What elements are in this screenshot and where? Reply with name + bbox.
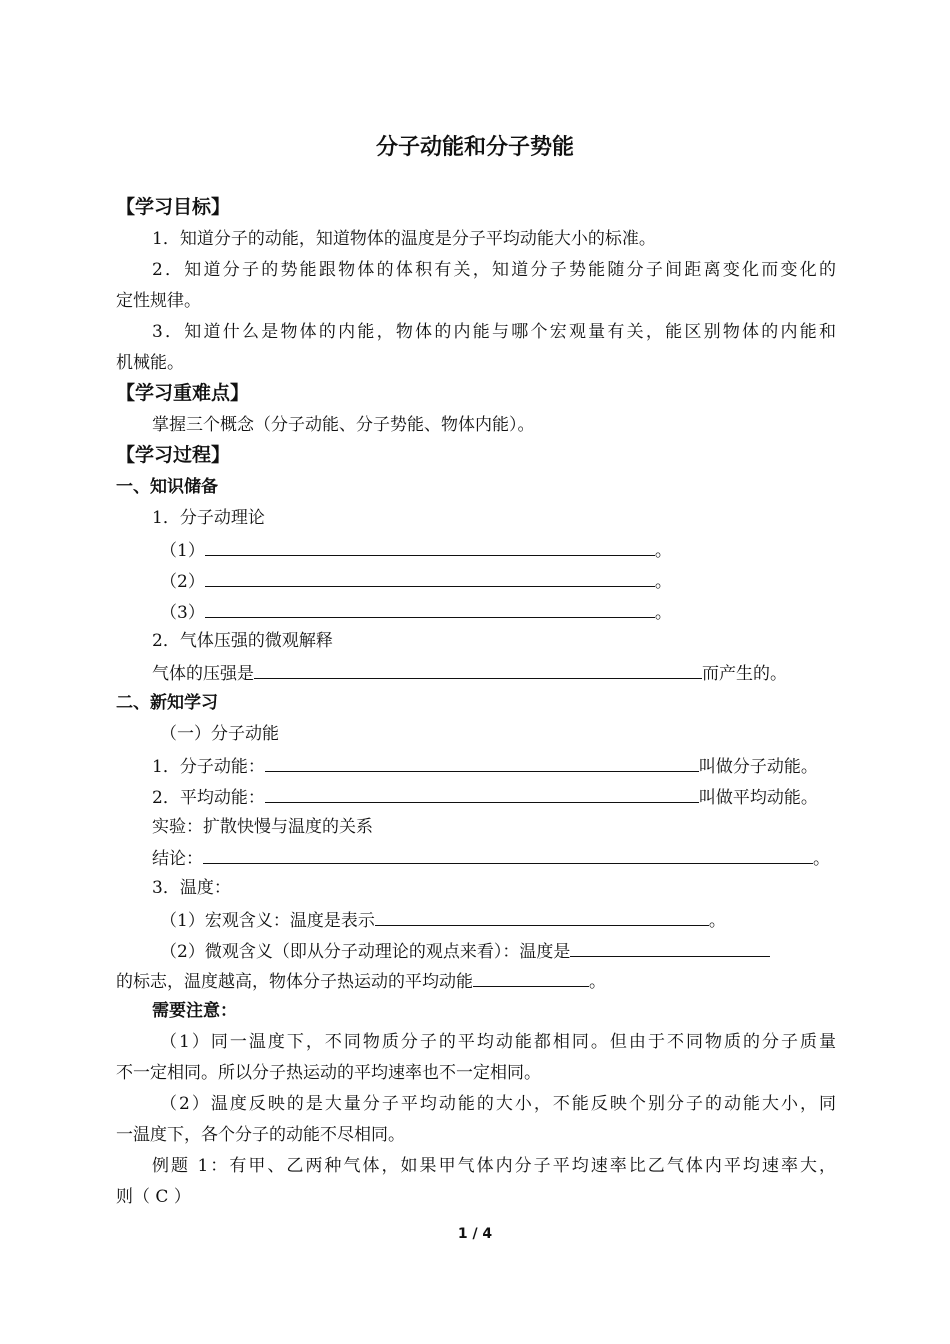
section-heading-process: 【学习过程】 [116, 444, 231, 466]
temperature-micro-cont-text: 的标志，温度越高，物体分子热运动的平均动能 [116, 972, 473, 992]
period: 。 [654, 541, 672, 561]
pressure-suffix: 而产生的。 [702, 664, 787, 684]
part-heading-new: 二、新知学习 [116, 693, 218, 713]
section-heading-goals: 【学习目标】 [116, 196, 231, 218]
kinetic-theory-sub-1 [160, 538, 836, 562]
average-energy-prefix: 2．平均动能： [152, 788, 265, 808]
part-heading-knowledge: 一、知识储备 [116, 477, 218, 497]
period: 。 [654, 603, 672, 623]
note-1-line-1: （1）同一温度下，不同物质分子的平均动能都相同。但由于不同物质的分子质量 [160, 1032, 836, 1052]
average-energy-line [152, 785, 836, 809]
goal-item-2-line-2: 定性规律。 [116, 291, 201, 311]
conclusion-line [152, 846, 836, 870]
temperature-macro-line [160, 908, 836, 932]
conclusion-blank[interactable] [203, 846, 813, 864]
period: 。 [813, 849, 830, 869]
note-2-line-2: 一温度下，各个分子的动能不尽相同。 [116, 1125, 405, 1145]
note-2-line-1: （2）温度反映的是大量分子平均动能的大小，不能反映个别分子的动能大小，同 [160, 1094, 836, 1114]
experiment-line: 实验：扩散快慢与温度的关系 [152, 817, 373, 837]
average-energy-suffix: 叫做平均动能。 [698, 788, 818, 808]
temperature-item: 3．温度： [152, 878, 231, 898]
answer-blank-2[interactable] [205, 569, 655, 587]
page-title: 分子动能和分子势能 [375, 135, 574, 160]
kinetic-energy-blank[interactable] [265, 754, 699, 772]
answer-blank-1[interactable] [205, 538, 655, 556]
answer-blank-3[interactable] [205, 600, 655, 618]
keys-text: 掌握三个概念（分子动能、分子势能、物体内能）。 [152, 415, 535, 435]
temperature-macro-blank[interactable] [375, 908, 709, 926]
temperature-average-blank[interactable] [473, 969, 589, 987]
sub-label-1: （1） [160, 541, 205, 561]
example-1-line-2: 则（ C ） [116, 1187, 191, 1207]
note-title: 需要注意： [152, 1001, 237, 1021]
goal-item-2-line-1: 2．知道分子的势能跟物体的体积有关，知道分子势能随分子间距离变化而变化的 [152, 260, 836, 280]
sub-heading-kinetic: （一）分子动能 [160, 724, 279, 744]
sub-label-3: （3） [160, 603, 205, 623]
kinetic-theory-sub-2 [160, 569, 836, 593]
temperature-micro-line [160, 939, 836, 963]
temperature-macro-prefix: （1）宏观含义：温度是表示 [160, 911, 375, 931]
kinetic-theory-item: 1．分子动理论 [152, 508, 265, 528]
pressure-blank[interactable] [254, 661, 702, 679]
pressure-item: 2．气体压强的微观解释 [152, 631, 333, 651]
temperature-micro-blank[interactable] [570, 939, 770, 957]
pressure-prefix: 气体的压强是 [152, 664, 254, 684]
average-energy-blank[interactable] [265, 785, 699, 803]
note-1-line-2: 不一定相同。所以分子热运动的平均速率也不一定相同。 [116, 1063, 541, 1083]
sub-label-2: （2） [160, 572, 205, 592]
goal-item-1: 1．知道分子的动能，知道物体的温度是分子平均动能大小的标准。 [152, 229, 656, 249]
kinetic-energy-prefix: 1．分子动能： [152, 757, 265, 777]
example-1-line-1: 例题 1：有甲、乙两种气体，如果甲气体内分子平均速率比乙气体内平均速率大， [152, 1156, 836, 1176]
kinetic-energy-suffix: 叫做分子动能。 [698, 757, 818, 777]
page-number: 1 / 4 [457, 1226, 493, 1242]
period: 。 [654, 572, 672, 592]
pressure-line [152, 661, 836, 685]
period: 。 [589, 972, 606, 992]
kinetic-theory-sub-3 [160, 600, 836, 624]
conclusion-prefix: 结论： [152, 849, 203, 869]
goal-item-3-line-2: 机械能。 [116, 353, 184, 373]
goal-item-3-line-1: 3．知道什么是物体的内能，物体的内能与哪个宏观量有关，能区别物体的内能和 [152, 322, 836, 342]
kinetic-energy-line [152, 754, 836, 778]
temperature-micro-cont [116, 969, 836, 993]
temperature-micro-prefix: （2）微观含义（即从分子动理论的观点来看）：温度是 [160, 942, 571, 962]
period: 。 [708, 911, 726, 931]
section-heading-keys: 【学习重难点】 [116, 382, 250, 404]
